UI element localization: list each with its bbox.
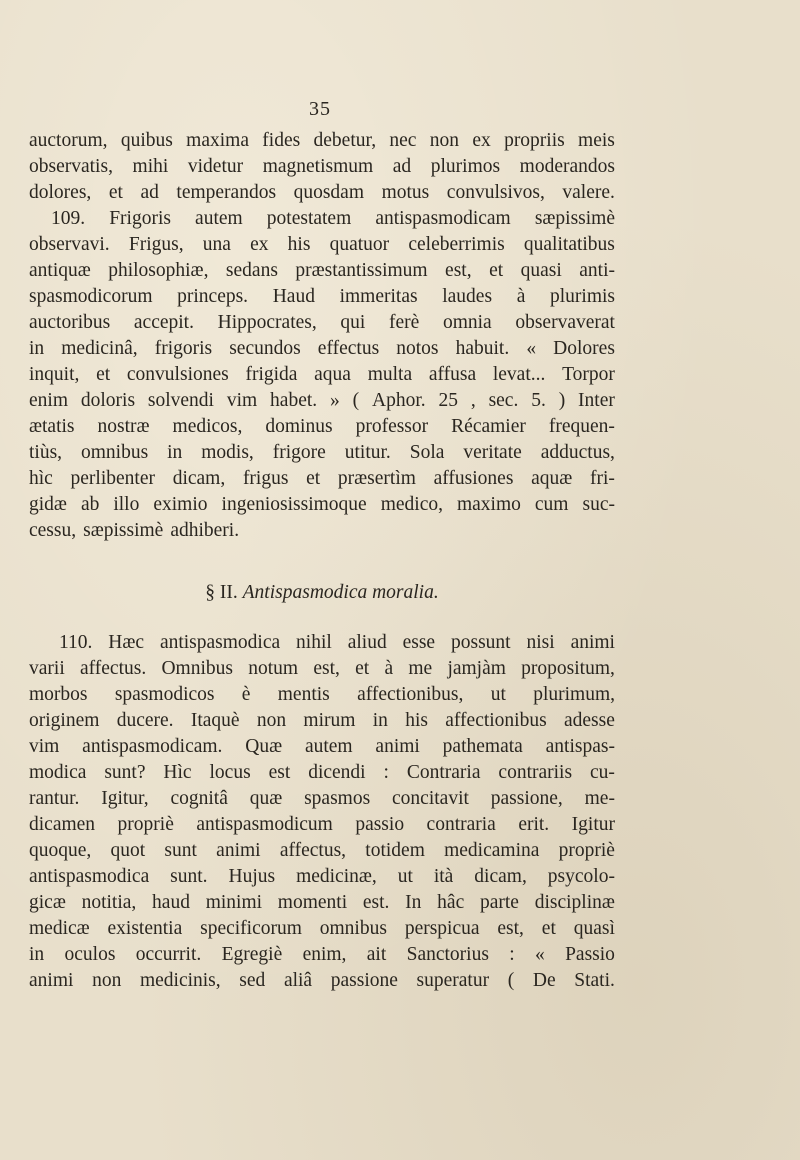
word: notos — [396, 338, 439, 359]
word: cognitâ — [170, 788, 228, 809]
word: maximo — [456, 494, 521, 515]
text-line — [29, 518, 615, 544]
word: levat... — [492, 364, 546, 385]
word: gidæ — [29, 494, 67, 515]
word: passione — [330, 970, 398, 991]
word: totidem — [365, 840, 425, 861]
word: contrariis — [498, 762, 573, 783]
word: in — [167, 442, 183, 463]
word: affectionibus, — [357, 684, 464, 705]
word: Aphor. — [371, 390, 426, 411]
word: sæpissimè — [534, 208, 615, 229]
word: solvendi — [147, 390, 214, 411]
word: dicam, — [172, 468, 226, 489]
word: quosdam — [293, 182, 365, 203]
word: ad — [140, 182, 159, 203]
word: inquit, — [29, 364, 80, 385]
word: 5. — [531, 390, 546, 411]
word: dominus — [265, 416, 333, 437]
word: adductus, — [540, 442, 615, 463]
word: nisi — [526, 632, 555, 653]
word: originem — [29, 710, 100, 731]
word: hìc — [29, 468, 53, 489]
word: Inter — [578, 390, 615, 411]
word: autem — [195, 208, 243, 229]
word: momenti — [277, 892, 348, 913]
word: affectionibus — [445, 710, 547, 731]
word: à — [516, 286, 526, 307]
text-line — [29, 656, 615, 682]
word: jamjàm — [447, 658, 506, 679]
word: animi — [375, 736, 420, 757]
word: ait — [366, 944, 387, 965]
word: ducere. — [116, 710, 174, 731]
word: medicæ — [29, 918, 90, 939]
word: quatuor — [329, 234, 390, 255]
word: sunt — [164, 840, 197, 861]
word: antispasmodica — [29, 866, 150, 887]
word: sunt. — [170, 866, 208, 887]
word: hâc — [437, 892, 465, 913]
section-mark: § II. — [205, 582, 238, 603]
word: habuit. — [455, 338, 510, 359]
word: Récamier — [451, 416, 526, 437]
word: sed — [239, 970, 266, 991]
word: effectus — [317, 338, 380, 359]
word: spasmos — [304, 788, 371, 809]
word: esse — [402, 632, 436, 653]
word: animi — [216, 840, 261, 861]
word: antiquæ — [29, 260, 91, 281]
word: mihi — [132, 156, 169, 177]
word: tiùs, — [29, 442, 63, 463]
word: secundos — [229, 338, 301, 359]
word: frigus — [242, 468, 289, 489]
text-line — [29, 786, 615, 812]
section-heading — [0, 580, 644, 606]
word: accepit. — [133, 312, 194, 333]
word: contraria — [426, 814, 496, 835]
word: De — [532, 970, 556, 991]
word: enim, — [302, 944, 347, 965]
word: Frigus, — [128, 234, 184, 255]
word: habet. — [270, 390, 318, 411]
text-line — [29, 708, 615, 734]
word: doloris — [80, 390, 136, 411]
text-line — [29, 682, 615, 708]
text-line — [29, 916, 615, 942]
word: non — [256, 710, 287, 731]
word: antispasmodicum — [196, 814, 333, 835]
word: immeritas — [339, 286, 418, 307]
word: notum — [248, 658, 299, 679]
word: magnetismum — [262, 156, 374, 177]
word: mirum — [303, 710, 356, 731]
word: Igitur — [571, 814, 615, 835]
word: haud — [152, 892, 190, 913]
word: animi — [570, 632, 615, 653]
word: varii — [29, 658, 65, 679]
text-line — [29, 492, 615, 518]
word: præstantissimum — [295, 260, 428, 281]
word: adesse — [564, 710, 615, 731]
word: præsertìm — [337, 468, 416, 489]
word: autem — [304, 736, 353, 757]
word: aquæ — [531, 468, 573, 489]
word: Itaquè — [190, 710, 240, 731]
word: Frigoris — [109, 208, 171, 229]
word: 110. — [59, 632, 93, 653]
word: una — [202, 234, 231, 255]
word: et — [541, 918, 556, 939]
word: celeberrimis — [408, 234, 505, 255]
word: spasmodicorum — [29, 286, 153, 307]
word: in — [29, 338, 45, 359]
text-line — [29, 310, 615, 336]
word: et — [306, 468, 321, 489]
word: maxima — [186, 130, 249, 151]
word: è — [241, 684, 251, 705]
word: : — [383, 762, 389, 783]
word: fri- — [590, 468, 615, 489]
word: medicinæ, — [296, 866, 377, 887]
word: moderandos — [519, 156, 615, 177]
text-line — [29, 440, 615, 466]
text-line — [29, 336, 615, 362]
word: Stati. — [574, 970, 615, 991]
word: propositum, — [521, 658, 615, 679]
text-line — [29, 890, 615, 916]
word: est, — [445, 260, 472, 281]
word: fides — [262, 130, 301, 151]
word: antispas- — [545, 736, 615, 757]
word: ingeniosissimoque — [221, 494, 367, 515]
word: quibus — [120, 130, 173, 151]
text-line — [29, 128, 615, 154]
word: et — [355, 658, 370, 679]
word: frigore — [272, 442, 326, 463]
word: antispasmodicam. — [82, 736, 223, 757]
word: affectus, — [279, 840, 347, 861]
word: quasi — [520, 260, 562, 281]
text-line — [29, 760, 615, 786]
word: minimi — [205, 892, 263, 913]
word: his — [405, 710, 428, 731]
word: plurimos — [430, 156, 501, 177]
word: nihil — [296, 632, 332, 653]
word: qui — [340, 312, 366, 333]
word: nostræ — [97, 416, 150, 437]
word: rantur. — [29, 788, 80, 809]
word: affusa — [428, 364, 477, 385]
word: est, — [497, 918, 524, 939]
word: existentia — [107, 918, 183, 939]
word: specificorum — [200, 918, 302, 939]
word: erit. — [518, 814, 550, 835]
word: cessu, — [29, 520, 77, 541]
word: ut — [397, 866, 413, 887]
word: medicinis, — [139, 970, 221, 991]
text-line — [29, 258, 615, 284]
text-line — [29, 838, 615, 864]
text-line — [29, 154, 615, 180]
word: psycolo- — [547, 866, 615, 887]
word: modica — [29, 762, 87, 783]
word: quasì — [573, 918, 615, 939]
word: frigida — [245, 364, 298, 385]
word: In — [405, 892, 422, 913]
word: ætatis — [29, 416, 75, 437]
word: Passio — [565, 944, 615, 965]
word: Hæc — [108, 632, 145, 653]
text-line — [29, 734, 615, 760]
text-line — [29, 466, 615, 492]
text-line — [29, 284, 615, 310]
word: sedans — [225, 260, 278, 281]
word: quot — [110, 840, 146, 861]
word: convulsivos, — [446, 182, 545, 203]
word: plurimum, — [533, 684, 615, 705]
word: est, — [313, 658, 340, 679]
word: Omnibus — [161, 658, 233, 679]
word: locus — [209, 762, 251, 783]
word: motus — [381, 182, 430, 203]
word: est — [268, 762, 291, 783]
word: concitavit — [392, 788, 469, 809]
word: Dolores — [553, 338, 615, 359]
word: à — [384, 658, 394, 679]
word: 109. — [51, 208, 86, 229]
word: sec. — [488, 390, 519, 411]
word: affusiones — [433, 468, 514, 489]
word: vim — [226, 390, 258, 411]
word: aliâ — [283, 970, 313, 991]
word: affectus. — [79, 658, 147, 679]
word: Sanctorius — [406, 944, 489, 965]
word: Sola — [409, 442, 445, 463]
page-number: 35 — [309, 98, 331, 120]
word: quoque, — [29, 840, 92, 861]
word: Igitur, — [101, 788, 149, 809]
word: propriis — [504, 130, 565, 151]
word: spasmodicos — [114, 684, 215, 705]
word: ab — [80, 494, 100, 515]
text-line — [29, 388, 615, 414]
word: aqua — [314, 364, 351, 385]
word: Hìc — [163, 762, 192, 783]
word: sæpissimè — [83, 520, 164, 541]
word: antispasmodicam — [375, 208, 511, 229]
word: meis — [578, 130, 615, 151]
word: notitia, — [81, 892, 137, 913]
word: me — [408, 658, 433, 679]
word: occurrit. — [135, 944, 202, 965]
word: omnibus — [81, 442, 149, 463]
word: quæ — [249, 788, 283, 809]
word: non — [92, 970, 122, 991]
word: dicamen — [29, 814, 96, 835]
word: ( — [507, 970, 515, 991]
word: vim — [29, 736, 60, 757]
word: ex — [250, 234, 269, 255]
word: est. — [362, 892, 390, 913]
word: Hujus — [228, 866, 276, 887]
word: medico, — [380, 494, 443, 515]
word: ità — [433, 866, 454, 887]
word: gicæ — [29, 892, 66, 913]
word: cu- — [589, 762, 615, 783]
word: passio — [355, 814, 405, 835]
word: animi — [29, 970, 74, 991]
word: illo — [113, 494, 140, 515]
word: cum — [534, 494, 569, 515]
word: 25 — [438, 390, 458, 411]
word: medicamina — [444, 840, 540, 861]
word: Torpor — [562, 364, 615, 385]
word: in — [29, 944, 45, 965]
word: Contraria — [406, 762, 481, 783]
word: in — [372, 710, 388, 731]
word: temperandos — [176, 182, 277, 203]
word: me- — [584, 788, 615, 809]
word: medicinâ, — [61, 338, 138, 359]
word: utitur. — [344, 442, 391, 463]
word: et — [108, 182, 123, 203]
word: superatur — [416, 970, 490, 991]
word: omnia — [442, 312, 492, 333]
word: princeps. — [177, 286, 249, 307]
word: parte — [479, 892, 519, 913]
text-line — [29, 968, 615, 994]
text-line — [29, 812, 615, 838]
word: philosophiæ, — [108, 260, 209, 281]
word: « — [535, 944, 545, 965]
word: oculos — [64, 944, 116, 965]
word: : — [509, 944, 515, 965]
word: debetur, — [313, 130, 377, 151]
word: medicos, — [172, 416, 243, 437]
word: convulsiones — [126, 364, 229, 385]
word: et — [489, 260, 504, 281]
word: et — [96, 364, 111, 385]
word: propriè — [558, 840, 615, 861]
word: Egregiè — [221, 944, 283, 965]
word: veritate — [463, 442, 522, 463]
word: plurimis — [549, 286, 615, 307]
word: disciplinæ — [534, 892, 615, 913]
word: anti- — [579, 260, 615, 281]
word: ad — [392, 156, 412, 177]
word: » — [330, 390, 340, 411]
word: nec — [389, 130, 417, 151]
word: enim — [29, 390, 68, 411]
text-line — [29, 362, 615, 388]
word: perspicua — [404, 918, 480, 939]
word: frequen- — [548, 416, 615, 437]
paragraph-block-moralia — [29, 630, 615, 994]
word: perlibenter — [70, 468, 155, 489]
word: auctorum, — [29, 130, 108, 151]
word: laudes — [442, 286, 493, 307]
word: Hippocrates, — [217, 312, 317, 333]
word: frigoris — [154, 338, 213, 359]
word: ferè — [388, 312, 420, 333]
word: his — [287, 234, 311, 255]
word: ut — [490, 684, 506, 705]
word: observaverat — [515, 312, 615, 333]
word: Haud — [272, 286, 315, 307]
word: eximio — [153, 494, 208, 515]
word: observatis, — [29, 156, 113, 177]
word: passione, — [490, 788, 563, 809]
word: sunt? — [104, 762, 146, 783]
word: potestatem — [266, 208, 352, 229]
word: propriè — [117, 814, 174, 835]
word: dicam, — [474, 866, 527, 887]
word: ) — [558, 390, 566, 411]
word: pathemata — [442, 736, 523, 757]
word: dolores, — [29, 182, 92, 203]
word: omnibus — [319, 918, 387, 939]
word: qualitatibus — [523, 234, 615, 255]
text-line — [29, 206, 615, 232]
text-line — [29, 180, 615, 206]
word: mentis — [277, 684, 330, 705]
word: auctoribus — [29, 312, 111, 333]
word: adhiberi. — [170, 520, 240, 541]
word: non — [429, 130, 460, 151]
text-line — [29, 942, 615, 968]
word: ( — [352, 390, 360, 411]
word: antispasmodica — [159, 632, 281, 653]
word: valere. — [562, 182, 615, 203]
word: « — [526, 338, 537, 359]
word: videtur — [187, 156, 244, 177]
word: professor — [355, 416, 429, 437]
section-title: Antispasmodica moralia. — [242, 582, 439, 603]
word: multa — [367, 364, 413, 385]
text-line — [29, 414, 615, 440]
text-line — [29, 864, 615, 890]
word: suc- — [582, 494, 615, 515]
word: Quæ — [245, 736, 283, 757]
word: observavi. — [29, 234, 110, 255]
word: possunt — [450, 632, 511, 653]
word: , — [470, 390, 476, 411]
word: modis, — [201, 442, 254, 463]
word: aliud — [347, 632, 387, 653]
word: morbos — [29, 684, 88, 705]
paragraph-block-frigoris — [29, 128, 615, 544]
text-line — [29, 630, 615, 656]
word: dicendi — [308, 762, 366, 783]
word: ex — [472, 130, 491, 151]
text-line — [29, 232, 615, 258]
